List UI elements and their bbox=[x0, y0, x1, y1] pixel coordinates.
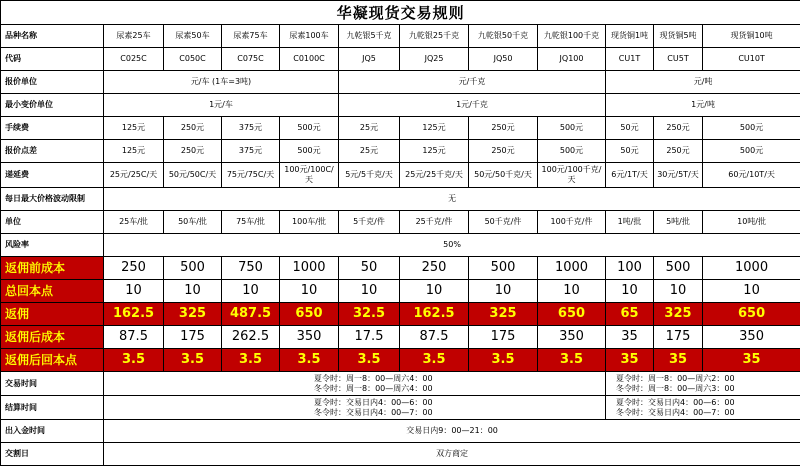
group-cell: 1元/吨 bbox=[606, 94, 800, 117]
cell: 5千克/件 bbox=[339, 211, 400, 234]
header-label: 品种名称 bbox=[1, 25, 104, 48]
cell: 25元/25千克/天 bbox=[400, 163, 469, 188]
time-cell: 夏令时：周一8：00—周六2：00 冬令时：周一8：00—周六3：00 bbox=[606, 372, 800, 396]
cost-before-row bbox=[1, 257, 800, 280]
row-label: 返佣 bbox=[1, 303, 104, 326]
delivery-row bbox=[1, 443, 800, 466]
cell: 50元/50千克/天 bbox=[469, 163, 538, 188]
cell: JQ25 bbox=[400, 48, 469, 71]
cell: 262.5 bbox=[222, 326, 280, 349]
cell: 1吨/批 bbox=[606, 211, 654, 234]
cell: 250元 bbox=[469, 140, 538, 163]
row-label: 报价单位 bbox=[1, 71, 104, 94]
cell: 1000 bbox=[280, 257, 339, 280]
group-cell: 元/千克 bbox=[339, 71, 606, 94]
cell: JQ50 bbox=[469, 48, 538, 71]
product-name: 九乾银100千克 bbox=[538, 25, 606, 48]
cell: 60元/10T/天 bbox=[703, 163, 800, 188]
product-name: 尿素75车 bbox=[222, 25, 280, 48]
cell: 350 bbox=[703, 326, 800, 349]
cell: 3.5 bbox=[538, 349, 606, 372]
cell: 10 bbox=[280, 280, 339, 303]
merged-cell: 无 bbox=[104, 188, 800, 211]
cell: JQ5 bbox=[339, 48, 400, 71]
cell: 250元 bbox=[164, 117, 222, 140]
cell: 162.5 bbox=[104, 303, 164, 326]
cell: 1000 bbox=[703, 257, 800, 280]
cell: 25元 bbox=[339, 117, 400, 140]
cell: 250元 bbox=[654, 117, 703, 140]
cell: 10 bbox=[469, 280, 538, 303]
daily-limit-row bbox=[1, 188, 800, 211]
row-label: 每日最大价格波动限制 bbox=[1, 188, 104, 211]
cell: 87.5 bbox=[104, 326, 164, 349]
cell: 50元/50C/天 bbox=[164, 163, 222, 188]
cell: 35 bbox=[606, 326, 654, 349]
product-name: 九乾银5千克 bbox=[339, 25, 400, 48]
cell: 25元/25C/天 bbox=[104, 163, 164, 188]
row-label: 出入金时间 bbox=[1, 420, 104, 443]
row-label: 最小变价单位 bbox=[1, 94, 104, 117]
cell: 250 bbox=[104, 257, 164, 280]
cell: 500元 bbox=[280, 117, 339, 140]
row-label: 递延费 bbox=[1, 163, 104, 188]
cell: 3.5 bbox=[400, 349, 469, 372]
cell: 5吨/批 bbox=[654, 211, 703, 234]
cell: 250元 bbox=[469, 117, 538, 140]
cell: 65 bbox=[606, 303, 654, 326]
cell: 10 bbox=[606, 280, 654, 303]
page-title: 华凝现货交易规则 bbox=[1, 1, 800, 25]
cell: 3.5 bbox=[469, 349, 538, 372]
cell: 500元 bbox=[280, 140, 339, 163]
row-label: 返佣后成本 bbox=[1, 326, 104, 349]
product-name: 九乾银25千克 bbox=[400, 25, 469, 48]
row-label: 交割日 bbox=[1, 443, 104, 466]
cell: 25元 bbox=[339, 140, 400, 163]
product-name: 现货铜10吨 bbox=[703, 25, 800, 48]
cell: 5元/5千克/天 bbox=[339, 163, 400, 188]
fee-row bbox=[1, 117, 800, 140]
cell: 325 bbox=[469, 303, 538, 326]
cost-after-row bbox=[1, 326, 800, 349]
cell: 325 bbox=[164, 303, 222, 326]
cell: 500元 bbox=[538, 117, 606, 140]
cell: 10 bbox=[400, 280, 469, 303]
merged-cell: 双方商定 bbox=[104, 443, 800, 466]
cell: 125元 bbox=[400, 140, 469, 163]
cell: 6元/1T/天 bbox=[606, 163, 654, 188]
cell: 100 bbox=[606, 257, 654, 280]
cell: C0100C bbox=[280, 48, 339, 71]
product-name: 尿素100车 bbox=[280, 25, 339, 48]
cell: C050C bbox=[164, 48, 222, 71]
cell: 500元 bbox=[538, 140, 606, 163]
time-cell: 夏令时：交易日内4：00—6：00 冬令时：交易日内4：00—7：00 bbox=[104, 396, 606, 420]
cell: 50元 bbox=[606, 140, 654, 163]
group-cell: 1元/车 bbox=[104, 94, 339, 117]
cell: 10 bbox=[164, 280, 222, 303]
cell: 35 bbox=[654, 349, 703, 372]
min-tick-row bbox=[1, 94, 800, 117]
product-name: 九乾银50千克 bbox=[469, 25, 538, 48]
cell: CU10T bbox=[703, 48, 800, 71]
cell: C025C bbox=[104, 48, 164, 71]
cell: 250元 bbox=[654, 140, 703, 163]
cell: 375元 bbox=[222, 117, 280, 140]
funds-time-row bbox=[1, 420, 800, 443]
row-label: 返佣前成本 bbox=[1, 257, 104, 280]
cell: 3.5 bbox=[280, 349, 339, 372]
cell: 650 bbox=[538, 303, 606, 326]
cell: 10 bbox=[339, 280, 400, 303]
cell: 750 bbox=[222, 257, 280, 280]
unit-row bbox=[1, 211, 800, 234]
cell: 50 bbox=[339, 257, 400, 280]
breakeven-after-row bbox=[1, 349, 800, 372]
product-name: 尿素25车 bbox=[104, 25, 164, 48]
cell: 100元/100千克/天 bbox=[538, 163, 606, 188]
spread-row bbox=[1, 140, 800, 163]
cell: 500 bbox=[469, 257, 538, 280]
cell: 100千克/件 bbox=[538, 211, 606, 234]
cell: JQ100 bbox=[538, 48, 606, 71]
cell: 125元 bbox=[104, 140, 164, 163]
cell: CU5T bbox=[654, 48, 703, 71]
cell: 10 bbox=[654, 280, 703, 303]
cell: 35 bbox=[703, 349, 800, 372]
cell: 487.5 bbox=[222, 303, 280, 326]
cell: 125元 bbox=[104, 117, 164, 140]
cell: 175 bbox=[164, 326, 222, 349]
cell: 10吨/批 bbox=[703, 211, 800, 234]
cell: 25车/批 bbox=[104, 211, 164, 234]
cell: 125元 bbox=[400, 117, 469, 140]
cell: 250 bbox=[400, 257, 469, 280]
cell: 17.5 bbox=[339, 326, 400, 349]
overnight-row bbox=[1, 163, 800, 188]
cell: 3.5 bbox=[339, 349, 400, 372]
cell: 10 bbox=[104, 280, 164, 303]
cell: 25千克/件 bbox=[400, 211, 469, 234]
time-cell: 夏令时：周一8：00—周六4：00 冬令时：周一8：00—周六4：00 bbox=[104, 372, 606, 396]
risk-row bbox=[1, 234, 800, 257]
cell: 500 bbox=[654, 257, 703, 280]
cell: 10 bbox=[538, 280, 606, 303]
cell: CU1T bbox=[606, 48, 654, 71]
row-label: 结算时间 bbox=[1, 396, 104, 420]
group-cell: 1元/千克 bbox=[339, 94, 606, 117]
product-name: 尿素50车 bbox=[164, 25, 222, 48]
cell: 250元 bbox=[164, 140, 222, 163]
cell: 500元 bbox=[703, 140, 800, 163]
cell: 75车/批 bbox=[222, 211, 280, 234]
cell: 50元 bbox=[606, 117, 654, 140]
merged-cell: 50% bbox=[104, 234, 800, 257]
cell: 10 bbox=[703, 280, 800, 303]
time-cell: 夏令时：交易日内4：00—6：00 冬令时：交易日内4：00—7：00 bbox=[606, 396, 800, 420]
cell: 3.5 bbox=[164, 349, 222, 372]
cell: 1000 bbox=[538, 257, 606, 280]
header-row bbox=[1, 25, 800, 48]
row-label: 总回本点 bbox=[1, 280, 104, 303]
cell: 650 bbox=[703, 303, 800, 326]
cell: 87.5 bbox=[400, 326, 469, 349]
cell: 32.5 bbox=[339, 303, 400, 326]
cell: 500元 bbox=[703, 117, 800, 140]
cell: 3.5 bbox=[222, 349, 280, 372]
cell: 375元 bbox=[222, 140, 280, 163]
cell: 35 bbox=[606, 349, 654, 372]
row-label: 手续费 bbox=[1, 117, 104, 140]
product-name: 现货铜1吨 bbox=[606, 25, 654, 48]
group-cell: 元/车 (1车=3吨) bbox=[104, 71, 339, 94]
row-label: 交易时间 bbox=[1, 372, 104, 396]
cell: 162.5 bbox=[400, 303, 469, 326]
row-label: 代码 bbox=[1, 48, 104, 71]
trade-time-row bbox=[1, 372, 800, 396]
cell: 30元/5T/天 bbox=[654, 163, 703, 188]
cell: 175 bbox=[469, 326, 538, 349]
cell: 350 bbox=[538, 326, 606, 349]
rebate-row bbox=[1, 303, 800, 326]
row-label: 风险率 bbox=[1, 234, 104, 257]
row-label: 单位 bbox=[1, 211, 104, 234]
cell: 75元/75C/天 bbox=[222, 163, 280, 188]
settle-time-row bbox=[1, 396, 800, 420]
cell: 350 bbox=[280, 326, 339, 349]
group-cell: 元/吨 bbox=[606, 71, 800, 94]
cell: 325 bbox=[654, 303, 703, 326]
cell: 50千克/件 bbox=[469, 211, 538, 234]
cell: 175 bbox=[654, 326, 703, 349]
cell: 50车/批 bbox=[164, 211, 222, 234]
code-row bbox=[1, 48, 800, 71]
merged-cell: 交易日内9：00—21：00 bbox=[104, 420, 800, 443]
quote-unit-row bbox=[1, 71, 800, 94]
cell: 100车/批 bbox=[280, 211, 339, 234]
cell: 10 bbox=[222, 280, 280, 303]
cell: 3.5 bbox=[104, 349, 164, 372]
product-name: 现货铜5吨 bbox=[654, 25, 703, 48]
cell: 650 bbox=[280, 303, 339, 326]
cell: 100元/100C/天 bbox=[280, 163, 339, 188]
cell: 500 bbox=[164, 257, 222, 280]
breakeven-before-row bbox=[1, 280, 800, 303]
cell: C075C bbox=[222, 48, 280, 71]
row-label: 报价点差 bbox=[1, 140, 104, 163]
row-label: 返佣后回本点 bbox=[1, 349, 104, 372]
